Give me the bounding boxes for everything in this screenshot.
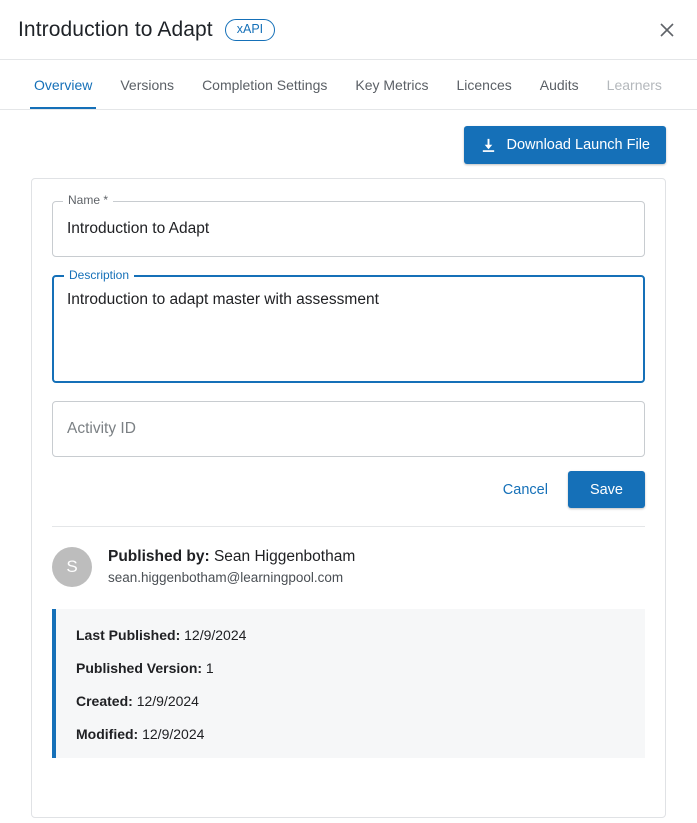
published-version-label: Published Version:	[76, 660, 203, 676]
download-launch-file-label: Download Launch File	[506, 137, 650, 153]
created-label: Created:	[76, 693, 133, 709]
created-value: 12/9/2024	[136, 693, 199, 709]
meta-row	[76, 660, 625, 676]
modified-label: Modified:	[76, 726, 139, 742]
tab-learners	[593, 60, 676, 109]
save-button[interactable]: Save	[568, 471, 645, 508]
tab-key-metrics[interactable]	[341, 60, 442, 109]
tab-licences-label: Licences	[456, 76, 512, 93]
description-field[interactable]	[52, 268, 645, 383]
activity-id-placeholder: Activity ID	[67, 420, 136, 437]
overview-card	[31, 178, 666, 818]
last-published-label: Last Published:	[76, 627, 181, 643]
publisher-details	[108, 547, 355, 585]
publisher-block	[52, 547, 645, 587]
download-launch-file-button[interactable]	[464, 126, 666, 164]
description-field-value: Introduction to adapt master with assessment	[67, 291, 379, 308]
form-actions	[52, 471, 645, 526]
published-by-name: Sean Higgenbotham	[213, 548, 356, 565]
modified-value: 12/9/2024	[142, 726, 205, 742]
tab-key-metrics-label: Key Metrics	[355, 76, 429, 93]
meta-row	[76, 627, 625, 643]
page-title: Introduction to Adapt	[18, 17, 213, 41]
name-field-value: Introduction to Adapt	[67, 220, 210, 238]
xapi-badge: xAPI	[225, 19, 275, 41]
tab-completion-settings-label: Completion Settings	[202, 76, 328, 93]
published-by-label: Published by:	[108, 548, 210, 565]
tab-overview-label: Overview	[34, 76, 93, 93]
publisher-email: sean.higgenbotham@learningpool.com	[108, 570, 344, 585]
close-icon[interactable]	[653, 16, 681, 44]
meta-row	[76, 726, 625, 742]
tab-versions-label: Versions	[120, 76, 175, 93]
activity-id-field[interactable]	[52, 401, 645, 457]
toolbar	[18, 126, 679, 178]
last-published-value: 12/9/2024	[184, 627, 247, 643]
tab-audits-label: Audits	[539, 76, 579, 93]
tab-learners-label: Learners	[606, 76, 662, 93]
divider	[52, 526, 645, 527]
published-version-value: 1	[205, 660, 214, 676]
tab-audits[interactable]	[526, 60, 593, 109]
name-field-legend: Name *	[63, 194, 113, 206]
avatar: S	[52, 547, 92, 587]
dialog-body	[0, 110, 697, 823]
cancel-button[interactable]: Cancel	[497, 474, 554, 506]
dialog-header	[0, 0, 697, 60]
published-by-line	[108, 548, 355, 566]
tab-licences[interactable]	[442, 60, 525, 109]
tab-bar	[0, 60, 697, 110]
download-icon	[480, 137, 497, 154]
description-field-legend: Description	[64, 269, 134, 281]
tab-overview[interactable]	[20, 60, 106, 109]
metadata-panel	[52, 609, 645, 758]
meta-row	[76, 693, 625, 709]
tab-completion-settings[interactable]	[188, 60, 341, 109]
tab-versions[interactable]	[106, 60, 188, 109]
name-field[interactable]	[52, 193, 645, 257]
